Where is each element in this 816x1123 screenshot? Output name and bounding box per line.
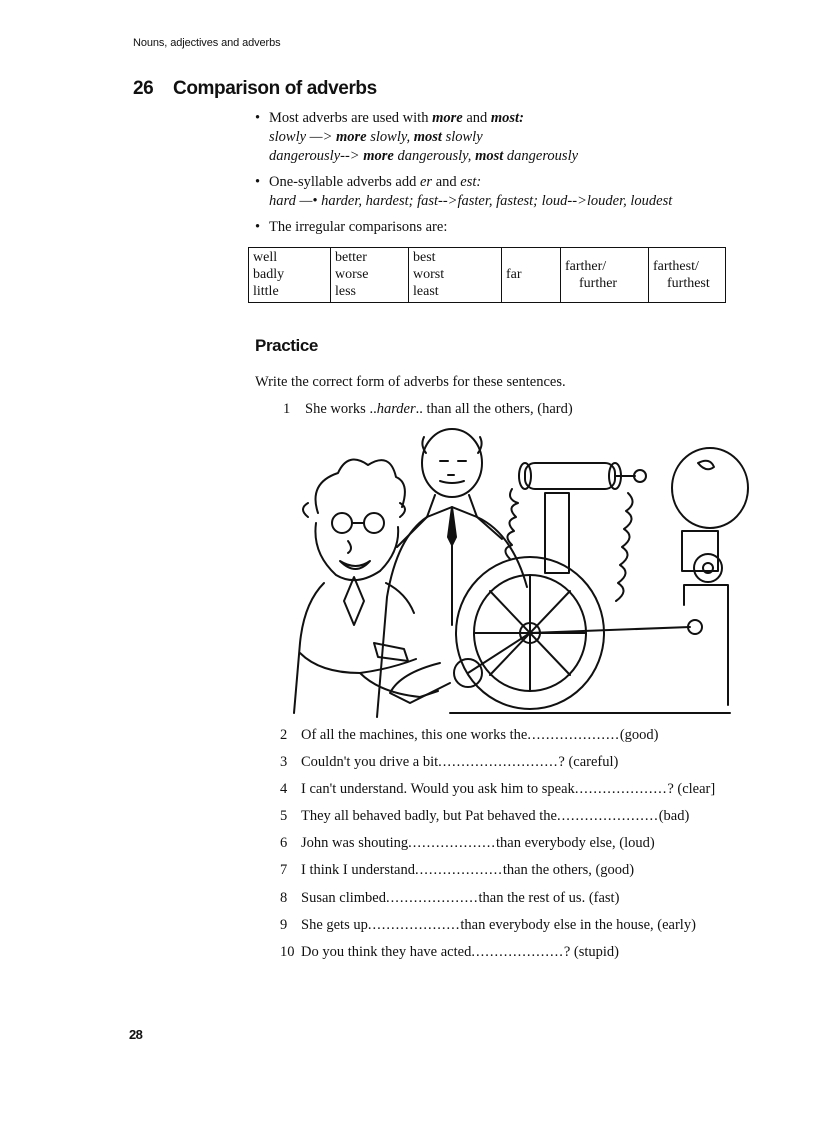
table-row: [249, 248, 726, 303]
unit-heading: [133, 78, 377, 100]
answer-blank[interactable]: ..........................: [438, 754, 559, 771]
glasses-scientist-drawing: [294, 460, 438, 713]
answer-blank[interactable]: ......................: [556, 808, 659, 825]
practice-heading: Practice: [255, 336, 318, 355]
answer-blank[interactable]: ....................: [574, 781, 668, 798]
exercise-item: 7 I think I understand...................than the others, (good): [280, 862, 635, 879]
table-cell-farther: farther/ further: [561, 248, 649, 303]
running-head: Nouns, adjectives and adverbs: [133, 37, 281, 49]
exercise-item: 4 I can't understand. Would you ask him to speak....................? (clear]: [280, 781, 716, 798]
note-example: hard —• harder, hardest; fast-->faster, fastest; loud-->louder, loudest: [269, 193, 673, 209]
bullet-icon: •: [255, 219, 261, 235]
exercise-item: 2 Of all the machines, this one works the....................(good): [280, 727, 659, 743]
answer-blank[interactable]: ...................: [408, 835, 497, 852]
bullet-icon: •: [255, 110, 261, 126]
exercise-item: 3 Couldn't you drive a bit..........................? (careful): [280, 754, 619, 771]
note-example: dangerously--> more dangerously, most dangerously: [269, 148, 579, 164]
scientists-machine-illustration: [290, 423, 750, 723]
irregular-comparisons-table: [248, 247, 726, 303]
note-example: slowly —> more slowly, most slowly: [269, 129, 483, 145]
table-cell-positive: well badly little: [249, 248, 331, 303]
instructions: Write the correct form of adverbs for these sentences.: [255, 374, 566, 390]
unit-number: 26: [133, 78, 154, 99]
exercise-item: 9 She gets up....................than everybody else in the house, (early): [280, 916, 696, 933]
exercise-item: 6 John was shouting...................than everybody else, (loud): [280, 835, 655, 852]
exercise-item: 5 They all behaved badly, but Pat behaved the......................(bad): [280, 808, 690, 825]
item-number: 1: [283, 401, 291, 417]
table-cell-farthest: farthest/ furthest: [649, 248, 726, 303]
unit-title: Comparison of adverbs: [173, 78, 377, 99]
answer-blank[interactable]: ....................: [367, 916, 461, 933]
note-er-est: • One-syllable adverbs add er and est: hard —• harder, hardest; fast-->faster, fastest; loud-->louder, loudest: [255, 173, 735, 211]
bullet-icon: •: [255, 174, 261, 190]
page-number: 28: [129, 1027, 143, 1042]
grammar-notes: [255, 109, 735, 244]
table-cell-superlative: best worst least: [409, 248, 502, 303]
note-irregular: • The irregular comparisons are:: [255, 219, 448, 235]
table-cell-comparative: better worse less: [331, 248, 409, 303]
answer-blank[interactable]: ...................: [414, 862, 503, 879]
note-more-most: • Most adverbs are used with more and most: slowly —> more slowly, most slowly dangerously--> more dangerously, most dangerously: [255, 109, 735, 166]
example-answer: harder: [376, 401, 416, 417]
table-cell-far: far: [502, 248, 561, 303]
machine-drawing: [390, 448, 748, 713]
tall-scientist-drawing: [377, 429, 527, 717]
example-sentence: 1 She works ..harder.. than all the others, (hard): [283, 401, 573, 417]
answer-blank[interactable]: ....................: [527, 727, 620, 743]
exercise-item: 10 Do you think they have acted....................? (stupid): [280, 943, 619, 960]
exercise-list: [280, 722, 780, 966]
answer-blank[interactable]: ....................: [385, 889, 479, 906]
exercise-item: 8 Susan climbed....................than the rest of us. (fast): [280, 889, 620, 906]
answer-blank[interactable]: ....................: [471, 943, 564, 960]
